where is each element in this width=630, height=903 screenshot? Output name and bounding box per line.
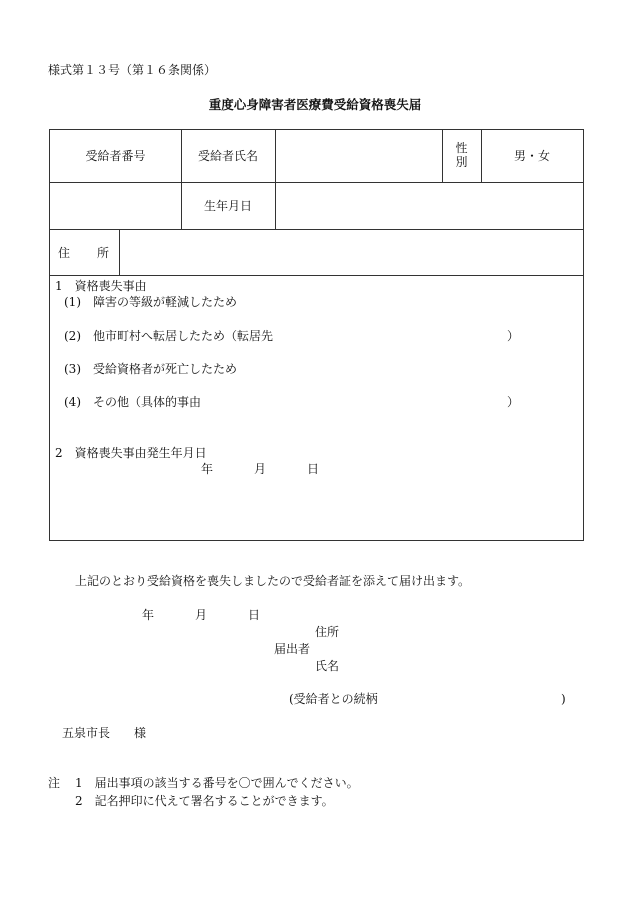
submit-month-label: 月	[195, 608, 208, 622]
address-label-2: 所	[97, 246, 110, 260]
submit-year-label: 年	[142, 608, 155, 622]
address-field[interactable]	[120, 230, 582, 274]
reason-item-4[interactable]: (4) その他（具体的事由	[64, 395, 201, 409]
reason-item-4-close: ）	[507, 395, 520, 409]
notifier-address-label: 住所	[315, 625, 340, 639]
loss-date-year: 年	[201, 462, 214, 476]
reason-item-3[interactable]: (3) 受給資格者が死亡したため	[64, 362, 237, 376]
recipient-name-label: 受給者氏名	[197, 149, 258, 163]
relation-close: )	[561, 692, 566, 706]
recipient-number-label: 受給者番号	[85, 149, 146, 163]
reason-item-1[interactable]: (1) 障害の等級が軽減したため	[64, 295, 237, 309]
form-number: 様式第１３号（第１６条関係）	[48, 63, 217, 77]
addressee: 五泉市長 様	[62, 726, 147, 740]
notes-prefix: 注	[48, 776, 61, 790]
sex-label-top: 性	[455, 141, 468, 155]
notifier-name-label: 氏名	[315, 659, 340, 673]
form-title: 重度心身障害者医療費受給資格喪失届	[208, 97, 422, 112]
reason-heading: 1 資格喪失事由	[55, 279, 147, 293]
sex-options[interactable]: 男・女	[513, 149, 550, 163]
birthdate-label: 生年月日	[203, 199, 252, 213]
note-2: 2 記名押印に代えて署名することができます。	[75, 794, 334, 808]
submit-day-label: 日	[248, 608, 261, 622]
note-1: 1 届出事項の該当する番号を〇で囲んでください。	[75, 776, 359, 790]
notifier-label: 届出者	[274, 642, 311, 656]
address-label-1: 住	[58, 246, 71, 260]
birthdate-field[interactable]	[276, 183, 582, 228]
loss-date-month: 月	[254, 462, 267, 476]
loss-date-heading: 2 資格喪失事由発生年月日	[55, 446, 207, 460]
relation-label: (受給者との続柄	[289, 692, 378, 706]
reason-item-2[interactable]: (2) 他市町村へ転居したため（転居先	[64, 329, 273, 343]
reason-item-2-close: ）	[507, 329, 520, 343]
recipient-name-field[interactable]	[276, 131, 441, 181]
declaration-statement: 上記のとおり受給資格を喪失しましたので受給者証を添えて届け出ます。	[75, 574, 471, 588]
sex-label-bottom: 別	[455, 155, 468, 169]
form-table	[49, 129, 584, 541]
loss-date-day: 日	[307, 462, 320, 476]
recipient-number-field[interactable]	[51, 183, 180, 228]
